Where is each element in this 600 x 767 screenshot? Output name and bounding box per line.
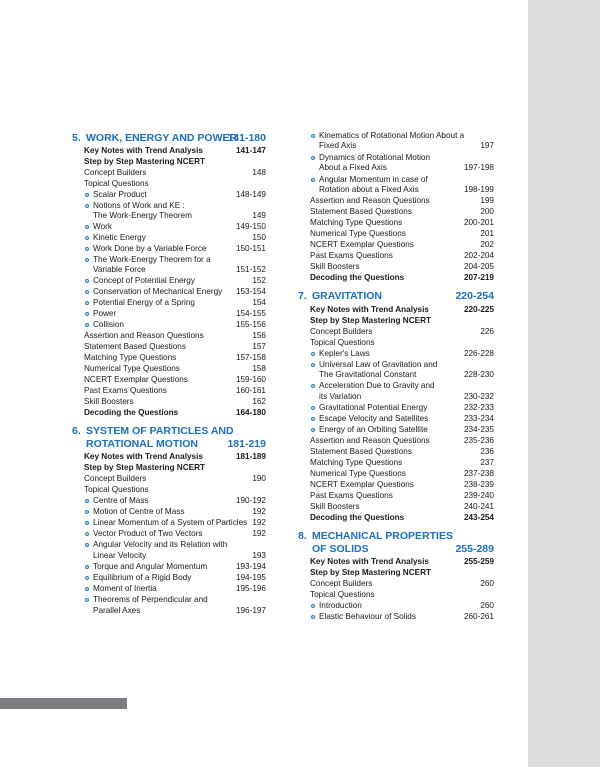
toc-entry-page: 202-204 xyxy=(463,251,494,260)
toc-entry-page: 181-189 xyxy=(235,452,266,461)
toc-entry-title: Step by Step Mastering NCERT xyxy=(310,568,432,577)
toc-entry-title: Escape Velocity and Satellites xyxy=(319,414,429,423)
toc-entry-page: 159-160 xyxy=(235,375,266,384)
toc-entry-title: Linear Velocity xyxy=(93,551,147,560)
toc-entry-page: 197-198 xyxy=(463,163,494,172)
toc-entry-title: The Work-Energy Theorem for a xyxy=(93,255,211,264)
toc-entry-page: 192 xyxy=(252,518,266,527)
chapter-title: ROTATIONAL MOTION xyxy=(86,438,198,450)
bullet-icon xyxy=(311,363,315,367)
toc-entry-page: 192 xyxy=(252,529,266,538)
toc-entry-title: Power xyxy=(93,309,117,318)
toc-entry-title: Assertion and Reason Questions xyxy=(84,331,204,340)
chapter-title: GRAVITATION xyxy=(312,290,382,302)
toc-entry-page: 151-152 xyxy=(235,265,266,274)
toc-entry-title: Concept Builders xyxy=(84,168,147,177)
toc-entry-title: Skill Boosters xyxy=(310,502,360,511)
toc-entry-page: 150-151 xyxy=(235,244,266,253)
toc-entry-title: Matching Type Questions xyxy=(84,353,177,362)
toc-entry-page: 155-156 xyxy=(235,320,266,329)
bullet-icon xyxy=(311,417,315,421)
toc-entry-title: Scalar Product xyxy=(93,190,147,199)
toc-entry-page: 260-261 xyxy=(463,612,494,621)
toc-entry-title: Conservation of Mechanical Energy xyxy=(93,287,223,296)
toc-entry-title: Work Done by a Variable Force xyxy=(93,244,207,253)
toc-entry-title: Torque and Angular Momentum xyxy=(93,562,208,571)
chapter-number: 7. xyxy=(298,290,307,302)
toc-entry-title: Centre of Mass xyxy=(93,496,149,505)
toc-entry-page: 162 xyxy=(252,397,266,406)
toc-entry-page: 255-259 xyxy=(463,557,494,566)
chapter-title: WORK, ENERGY AND POWER xyxy=(86,132,238,144)
toc-entry-page: 194-195 xyxy=(235,573,266,582)
bullet-icon xyxy=(85,290,89,294)
toc-entry-title: Assertion and Reason Questions xyxy=(310,196,430,205)
bullet-icon xyxy=(85,510,89,514)
chapter-number: 6. xyxy=(72,425,81,437)
toc-entry-title: Moment of Inertia xyxy=(93,584,157,593)
toc-entry-title: Theorems of Perpendicular and xyxy=(93,595,208,604)
toc-entry-page: 157 xyxy=(252,342,266,351)
toc-entry-title: Step by Step Mastering NCERT xyxy=(310,316,432,325)
toc-entry-title: Past Exams Questions xyxy=(310,491,393,500)
bullet-icon xyxy=(85,279,89,283)
toc-entry-page: 230-232 xyxy=(463,392,494,401)
toc-entry-page: 202 xyxy=(480,240,494,249)
toc-entry-title: About a Fixed Axis xyxy=(319,163,387,172)
toc-entry-page: 156 xyxy=(252,331,266,340)
toc-entry-page: 237 xyxy=(480,458,494,467)
toc-entry-page: 220-225 xyxy=(463,305,494,314)
toc-entry-page: 207-219 xyxy=(463,273,494,282)
toc-entry-page: 232-233 xyxy=(463,403,494,412)
bullet-icon xyxy=(311,352,315,356)
bullet-icon xyxy=(85,532,89,536)
footer-bar xyxy=(0,698,127,709)
toc-entry-page: 238-239 xyxy=(463,480,494,489)
toc-entry-page: 198-199 xyxy=(463,185,494,194)
bullet-icon xyxy=(85,587,89,591)
toc-entry-title: Concept Builders xyxy=(310,327,373,336)
chapter-pages: 255-289 xyxy=(455,543,494,555)
toc-entry-page: 200 xyxy=(480,207,494,216)
toc-entry-title: Motion of Centre of Mass xyxy=(93,507,185,516)
toc-entry-title: Key Notes with Trend Analysis xyxy=(310,305,429,314)
toc-entry-title: Decoding the Questions xyxy=(310,513,405,522)
toc-entry-title: NCERT Exemplar Questions xyxy=(310,480,414,489)
toc-entry-page: 157-158 xyxy=(235,353,266,362)
bullet-icon xyxy=(311,156,315,160)
toc-entry-title: Statement Based Questions xyxy=(310,207,412,216)
toc-entry-title: Dynamics of Rotational Motion xyxy=(319,153,431,162)
toc-entry-title: Numerical Type Questions xyxy=(310,229,406,238)
chapter-pages: 181-219 xyxy=(227,438,266,450)
toc-entry-title: Numerical Type Questions xyxy=(310,469,406,478)
toc-entry-page: 190-192 xyxy=(235,496,266,505)
toc-entry-title: Assertion and Reason Questions xyxy=(310,436,430,445)
toc-entry-page: 141-147 xyxy=(235,146,266,155)
bullet-icon xyxy=(85,323,89,327)
bullet-icon xyxy=(311,615,315,619)
toc-entry-page: 204-205 xyxy=(463,262,494,271)
toc-entry-title: Equilibrium of a Rigid Body xyxy=(93,573,192,582)
toc-entry-title: Matching Type Questions xyxy=(310,458,403,467)
toc-entry-title: Skill Boosters xyxy=(310,262,360,271)
bullet-icon xyxy=(85,193,89,197)
toc-entry-title: Topical Questions xyxy=(84,179,149,188)
toc-entry-title: Angular Velocity and its Relation with xyxy=(93,540,228,549)
bullet-icon xyxy=(85,598,89,602)
bullet-icon xyxy=(85,247,89,251)
toc-entry-page: 235-236 xyxy=(463,436,494,445)
bullet-icon xyxy=(311,134,315,138)
toc-entry-title: Potential Energy of a Spring xyxy=(93,298,195,307)
toc-entry-page: 199 xyxy=(480,196,494,205)
toc-entry-title: Vector Product of Two Vectors xyxy=(93,529,203,538)
bullet-icon xyxy=(85,258,89,262)
chapter-title: SYSTEM OF PARTICLES AND xyxy=(86,425,234,437)
toc-entry-page: 164-180 xyxy=(235,408,266,417)
bullet-icon xyxy=(85,236,89,240)
toc-entry-page: 154 xyxy=(252,298,266,307)
toc-entry-title: Concept of Potential Energy xyxy=(93,276,195,285)
chapter-pages: 141-180 xyxy=(227,132,266,144)
toc-entry-page: 193-194 xyxy=(235,562,266,571)
toc-entry-title: Key Notes with Trend Analysis xyxy=(84,452,203,461)
toc-entry-title: Numerical Type Questions xyxy=(84,364,180,373)
toc-entry-title: Parallel Axes xyxy=(93,606,141,615)
toc-entry-title: Kinematics of Rotational Motion About a xyxy=(319,131,465,140)
toc-entry-title: Introduction xyxy=(319,601,362,610)
toc-entry-page: 195-196 xyxy=(235,584,266,593)
toc-entry-page: 149-150 xyxy=(235,222,266,231)
toc-entry-title: Rotation about a Fixed Axis xyxy=(319,185,419,194)
toc-entry-page: 240-241 xyxy=(463,502,494,511)
toc-entry-title: Fixed Axis xyxy=(319,141,357,150)
toc-entry-page: 234-235 xyxy=(463,425,494,434)
toc-entry-title: Collision xyxy=(93,320,124,329)
toc-entry-title: Energy of an Orbiting Satellite xyxy=(319,425,428,434)
toc-entry-page: 149 xyxy=(252,211,266,220)
toc-entry-page: 160-161 xyxy=(235,386,266,395)
toc-entry-page: 236 xyxy=(480,447,494,456)
toc-entry-title: Topical Questions xyxy=(310,590,375,599)
toc-entry-page: 260 xyxy=(480,601,494,610)
toc-entry-title: its Variation xyxy=(319,392,362,401)
toc-entry-title: Topical Questions xyxy=(310,338,375,347)
toc-entry-title: Elastic Behaviour of Solids xyxy=(319,612,416,621)
chapter-pages: 220-254 xyxy=(455,290,494,302)
toc-entry-title: Concept Builders xyxy=(84,474,147,483)
bullet-icon xyxy=(311,178,315,182)
toc-entry-title: Decoding the Questions xyxy=(84,408,179,417)
toc-entry-title: Linear Momentum of a System of Particles xyxy=(93,518,248,527)
toc-entry-title: The Gravitational Constant xyxy=(319,370,417,379)
bullet-icon xyxy=(311,428,315,432)
bullet-icon xyxy=(85,565,89,569)
toc-entry-page: 197 xyxy=(480,141,494,150)
bullet-icon xyxy=(85,225,89,229)
bullet-icon xyxy=(85,521,89,525)
toc-entry-title: Matching Type Questions xyxy=(310,218,403,227)
toc-entry-page: 152 xyxy=(252,276,266,285)
bullet-icon xyxy=(85,312,89,316)
toc-entry-title: Universal Law of Gravitation and xyxy=(319,360,438,369)
toc-entry-page: 200-201 xyxy=(463,218,494,227)
bullet-icon xyxy=(85,204,89,208)
toc-entry-title: Key Notes with Trend Analysis xyxy=(310,557,429,566)
bullet-icon xyxy=(85,499,89,503)
toc-entry-page: 153-154 xyxy=(235,287,266,296)
bullet-icon xyxy=(85,301,89,305)
toc-entry-page: 148-149 xyxy=(235,190,266,199)
toc-entry-title: NCERT Exemplar Questions xyxy=(84,375,188,384)
toc-entry-title: Kinetic Energy xyxy=(93,233,146,242)
toc-entry-page: 150 xyxy=(252,233,266,242)
toc-entry-page: 239-240 xyxy=(463,491,494,500)
toc-entry-title: Statement Based Questions xyxy=(84,342,186,351)
toc-entry-page: 233-234 xyxy=(463,414,494,423)
toc-entry-title: The Work-Energy Theorem xyxy=(93,211,192,220)
toc-entry-title: Acceleration Due to Gravity and xyxy=(319,381,435,390)
bullet-icon xyxy=(311,604,315,608)
toc-entry-title: Past Exams Questions xyxy=(310,251,393,260)
toc-entry-page: 226-228 xyxy=(463,349,494,358)
toc-entry-title: Step by Step Mastering NCERT xyxy=(84,463,206,472)
toc-entry-page: 196-197 xyxy=(235,606,266,615)
toc-entry-title: Key Notes with Trend Analysis xyxy=(84,146,203,155)
toc-entry-title: Kepler's Laws xyxy=(319,349,370,358)
right-margin-band xyxy=(528,0,600,767)
bullet-icon xyxy=(85,576,89,580)
bullet-icon xyxy=(311,406,315,410)
toc-entry-page: 148 xyxy=(252,168,266,177)
chapter-title: MECHANICAL PROPERTIES xyxy=(312,530,453,542)
toc-entry-title: Notions of Work and KE : xyxy=(93,201,185,210)
toc-entry-page: 226 xyxy=(480,327,494,336)
toc-entry-page: 190 xyxy=(252,474,266,483)
toc-entry-title: Concept Builders xyxy=(310,579,373,588)
chapter-number: 5. xyxy=(72,132,81,144)
toc-entry-page: 237-238 xyxy=(463,469,494,478)
toc-entry-page: 192 xyxy=(252,507,266,516)
toc-entry-page: 243-254 xyxy=(463,513,494,522)
toc-entry-page: 154-155 xyxy=(235,309,266,318)
chapter-title: OF SOLIDS xyxy=(312,543,369,555)
toc-entry-title: Topical Questions xyxy=(84,485,149,494)
toc-entry-title: Gravitational Potential Energy xyxy=(319,403,428,412)
toc-entry-page: 193 xyxy=(252,551,266,560)
toc-entry-page: 201 xyxy=(480,229,494,238)
bullet-icon xyxy=(85,543,89,547)
toc-entry-title: Decoding the Questions xyxy=(310,273,405,282)
toc-entry-title: Skill Boosters xyxy=(84,397,134,406)
toc-entry-title: Work xyxy=(93,222,112,231)
bullet-icon xyxy=(311,384,315,388)
toc-entry-page: 228-230 xyxy=(463,370,494,379)
toc-entry-title: Statement Based Questions xyxy=(310,447,412,456)
toc-entry-page: 158 xyxy=(252,364,266,373)
toc-entry-title: NCERT Exemplar Questions xyxy=(310,240,414,249)
toc-entry-page: 260 xyxy=(480,579,494,588)
toc-entry-title: Variable Force xyxy=(93,265,146,274)
chapter-number: 8. xyxy=(298,530,307,542)
toc-entry-title: Angular Momentum in case of xyxy=(319,175,428,184)
toc-entry-title: Step by Step Mastering NCERT xyxy=(84,157,206,166)
toc-entry-title: Past Exams Questions xyxy=(84,386,167,395)
